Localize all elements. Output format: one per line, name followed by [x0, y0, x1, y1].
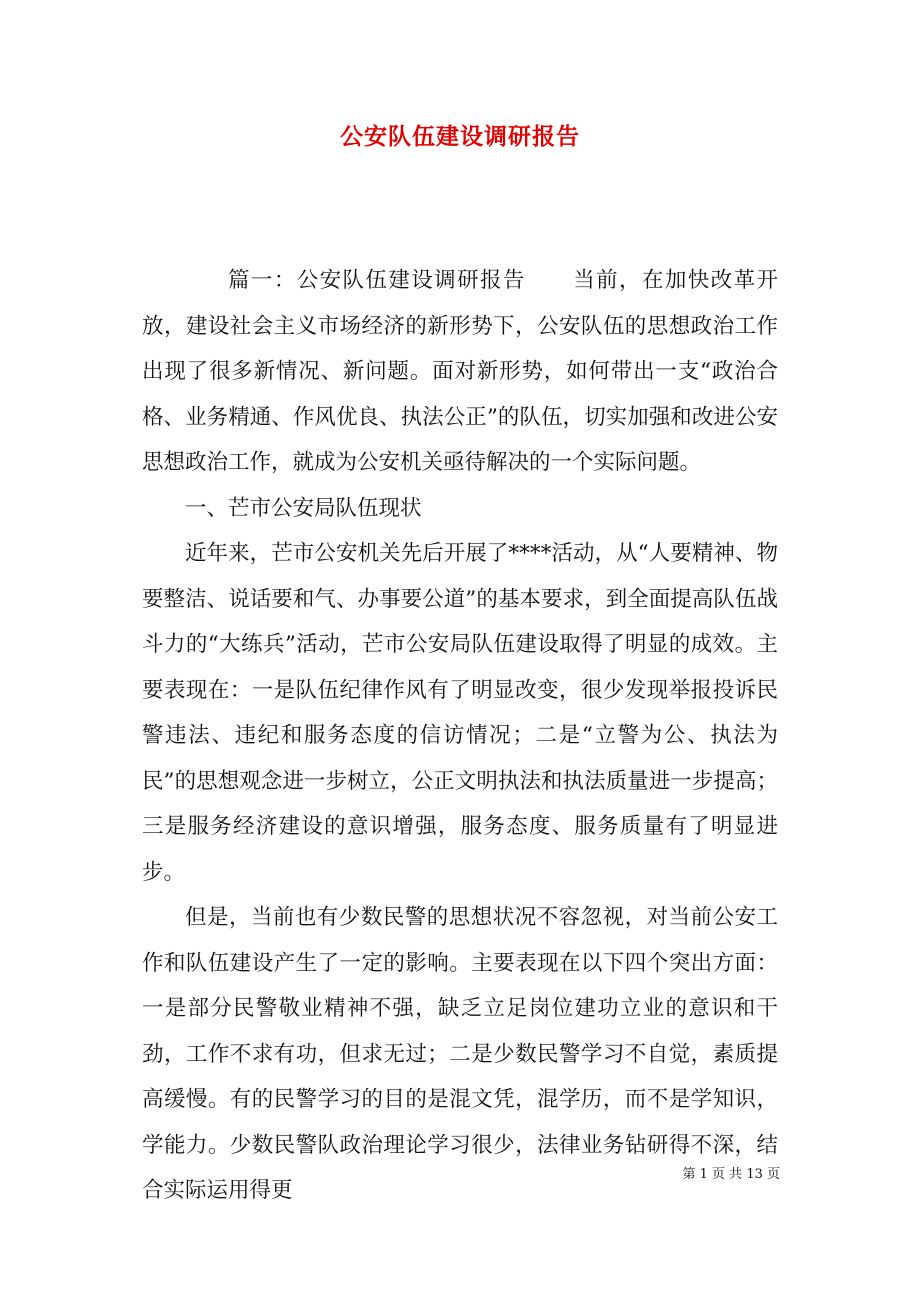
document-body — [142, 258, 778, 1214]
intro-paragraph — [142, 258, 778, 486]
section-heading: 一、芒市公安局队伍现状 — [185, 495, 422, 521]
paragraph-problems: 但是，当前也有少数民警的思想状况不容忽视，对当前公安工作和队伍建设产生了一定的影响。主要表现在以下四个突出方面：一是部分民警敬业精神不强，缺乏立足岗位建功立业的意识和干劲，工作不求有功，但求无过；二是少数民警学习不自觉，素质提高缓慢。有的民警学习的目的是混文凭，混学历，而不是学知识，学能力。少数民警队政治理论学习很少，法律业务钻研得不深，结合实际运用得更 — [142, 905, 778, 1203]
intro-label: 篇一：公安队伍建设调研报告 — [228, 268, 526, 293]
document-title: 公安队伍建设调研报告 — [340, 123, 580, 150]
paragraph-achievements: 近年来，芒市公安机关先后开展了****活动，从“人要精神、物要整洁、说话要和气、办事要公道”的基本要求，到全面提高队伍战斗力的“大练兵”活动，芒市公安局队伍建设取得了明显的成效。主要表现在：一是队伍纪律作风有了明显改变，很少发现举报投诉民警违法、违纪和服务态度的信访情况；二是“立警为公、执法为民”的思想观念进一步树立，公正文明执法和执法质量进一步提高；三是服务经济建设的意识增强，服务态度、服务质量有了明显进步。 — [142, 541, 778, 885]
page-number: 第 1 页 共 13 页 — [682, 1167, 780, 1182]
intro-text: 当前，在加快改革开放，建设社会主义市场经济的新形势下，公安队伍的思想政治工作出现了很多新情况、新问题。面对新形势，如何带出一支“政治合格、业务精通、作风优良、执法公正”的队伍，切实加强和改进公安思想政治工作，就成为公安机关亟待解决的一个实际问题。 — [142, 268, 778, 475]
